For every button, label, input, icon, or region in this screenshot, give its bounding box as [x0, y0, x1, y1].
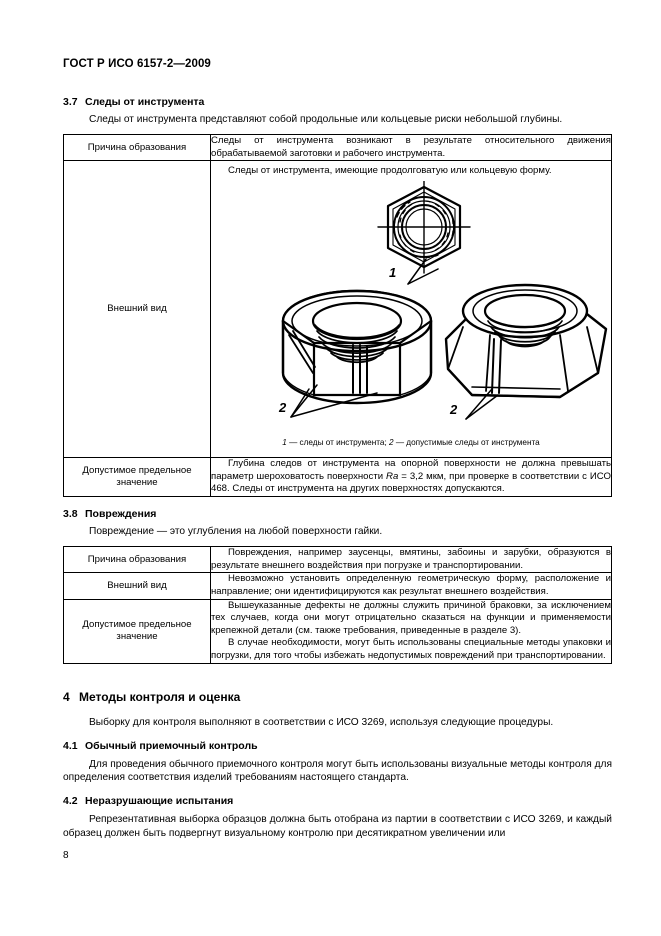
- clause-4-1-number: 4.1: [63, 739, 78, 752]
- row-label-appearance: Внешний вид: [64, 573, 211, 599]
- page-number: 8: [63, 850, 69, 861]
- clause-4-2-heading: [63, 795, 612, 807]
- section-4-number: 4: [63, 689, 70, 704]
- clause-3-8-heading: [63, 508, 612, 520]
- clause-4-1-text: Для проведения обычного приемочного контроля могут быть использованы визуальные методы контроля для определения соответствия изделий требованиям настоящего стандарта.: [63, 758, 612, 784]
- roughness-symbol: Ra: [386, 470, 399, 482]
- section-4-heading: [63, 690, 612, 704]
- drawing-hex-nut-iso-right: [428, 269, 624, 434]
- clause-3-8-title: Повреждения: [85, 507, 157, 520]
- row-label-cause: Причина образования: [64, 135, 211, 161]
- clause-4-1-heading: [63, 740, 612, 752]
- section-4-title: Методы контроля и оценка: [79, 689, 241, 704]
- row-label-limit: Допустимое предельное значение: [64, 599, 211, 663]
- callout-label-2a: 2: [279, 400, 287, 416]
- table-damage: [63, 546, 612, 663]
- table-row: [64, 161, 612, 458]
- table-row: [64, 135, 612, 161]
- drawing-hex-nut-iso-left: [257, 265, 453, 434]
- clause-4-2-text: Репрезентативная выборка образцов должна быть отобрана из партии в соответствии с ИСО 3269, и каждый образец должен быть подвергнут визуальному контролю при десятикратном увеличении или: [63, 814, 612, 839]
- row-label-appearance: Внешний вид: [64, 161, 211, 458]
- figure-lead-text: Следы от инструмента, имеющие продолговатую или кольцевую форму.: [228, 165, 552, 177]
- page-body: [63, 88, 612, 840]
- clause-4-2-title: Неразрушающие испытания: [85, 795, 234, 808]
- row-text-cause-paragraph: Повреждения, например заусенцы, вмятины, забоины и зарубки, образуются в результате внешнего воздействия при погрузке и транспортировании.: [211, 547, 611, 571]
- figure-legend-mid: — следы от инструмента;: [286, 438, 389, 448]
- nut-drawings-group: [211, 177, 611, 435]
- row-label-cause: Причина образования: [64, 547, 211, 573]
- figure-legend-num-1: 1: [282, 438, 287, 448]
- document-header-standard-id: ГОСТ Р ИСО 6157-2—2009: [63, 58, 211, 70]
- figure-legend-suffix: — допустимые следы от инструмента: [393, 438, 540, 448]
- table-row: [64, 599, 612, 663]
- clause-4-1-title: Обычный приемочный контроль: [85, 739, 258, 752]
- clause-3-8-number: 3.8: [63, 507, 78, 520]
- figure-legend-num-2: 2: [389, 438, 394, 448]
- limit-text-part1: Глубина следов от инструмента на опорной поверхности не должна превышать параметр шероховатость поверхности: [211, 458, 611, 482]
- clause-4-2-number: 4.2: [63, 795, 78, 808]
- table-row: [64, 547, 612, 573]
- row-text-limit: [211, 458, 612, 497]
- row-label-limit: Допустимое предельное значение: [64, 458, 211, 497]
- clause-3-7-intro: Следы от инструмента представляют собой продольные или кольцевые риски небольшой глубины.: [89, 114, 563, 125]
- clause-3-7-title: Следы от инструмента: [85, 96, 205, 108]
- clause-3-7-number: 3.7: [63, 96, 78, 108]
- row-text-limit-paragraph-1: Вышеуказанные дефекты не должны служить причиной браковки, за исключением тех случаев, когда они могут отрицательно сказаться на функции и применяемости крепежной детали (см. также требования, приведенные в разделе 3).: [211, 599, 611, 636]
- row-text-cause: Следы от инструмента возникают в результате относительного движения обрабатываемой заготовки и рабочего инструмента.: [211, 135, 612, 161]
- table-row: [64, 458, 612, 497]
- table-tool-marks: [63, 134, 612, 497]
- clause-3-8-intro: Повреждение — это углубления на любой поверхности гайки.: [89, 525, 383, 537]
- row-figure-appearance: [211, 161, 612, 458]
- row-text-limit: [211, 599, 612, 663]
- table-row: [64, 573, 612, 599]
- clause-3-7-heading: [63, 96, 612, 108]
- row-text-cause: [211, 547, 612, 573]
- limit-text-part2: = 3,2 мкм, при проверке в соответствии с ИСО 468. Следы от инструмента на других поверхностях допускаются.: [211, 470, 611, 495]
- row-text-limit-paragraph: [211, 458, 611, 496]
- row-text-limit-paragraph-2: В случае необходимости, могут быть использованы специальные методы упаковки и погрузки, для того чтобы избежать недопустимых повреждений при транспортировании.: [211, 637, 611, 661]
- figure-legend: [211, 435, 611, 457]
- callout-label-2b: 2: [450, 402, 458, 418]
- row-text-appearance: [211, 573, 612, 599]
- callout-label-1: 1: [389, 265, 397, 281]
- section-4-intro: Выборку для контроля выполняют в соответствии с ИСО 3269, используя следующие процедуры.: [89, 716, 554, 728]
- row-text-appearance-paragraph: Невозможно установить определенную геометрическую форму, расположение и направление; они идентифицируются как результат внешнего воздействия.: [211, 573, 611, 597]
